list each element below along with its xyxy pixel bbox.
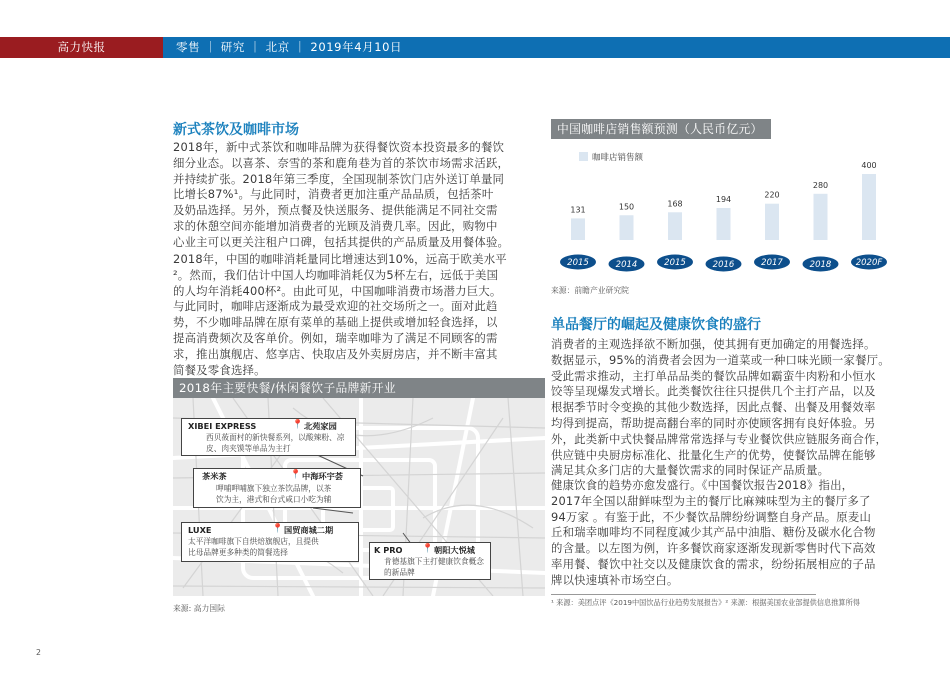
- data-label: 400: [861, 161, 877, 170]
- x-tick-label: 2020F: [855, 258, 883, 268]
- callout-location: 中海环宇荟: [302, 471, 343, 481]
- paragraph-line: 及奶品选择。另外，预点餐及快送服务、提供能满足不同社交需: [173, 203, 498, 218]
- callout-brand-name: LUXE: [188, 525, 212, 535]
- x-tick-label: 2015: [567, 258, 589, 268]
- paragraph-line: 的人均年消耗400杯²。由此可见，中国咖啡消费市场潜力巨大。: [173, 283, 502, 298]
- callout-description-line: 比母品牌更多种类的简餐选择: [188, 548, 288, 557]
- bar: [765, 204, 779, 240]
- bar: [571, 218, 585, 240]
- paragraph-line: 心业主可以更关注租户口碑，包括其提供的产品质量及用餐体验。: [173, 234, 510, 249]
- legend-label: 咖啡店销售额: [592, 153, 644, 163]
- paragraph-tea-coffee-1: [173, 140, 509, 251]
- header-brand: 高力快报: [57, 40, 106, 54]
- paragraph-line: 消费者的主观选择欲不断加强，使其拥有更加确定的用餐选择。: [551, 337, 876, 351]
- map-title: 2018年主要快餐/休闲餐饮子品牌新开业: [173, 378, 545, 398]
- header-info: 零售 ｜ 研究 ｜ 北京 ｜ 2019年4月10日: [176, 40, 403, 54]
- bar: [717, 208, 731, 240]
- paragraph-line: 简餐及零食选择。: [173, 362, 266, 377]
- callout-brand-name: XIBEI EXPRESS: [188, 421, 257, 431]
- beijing-map: [173, 398, 545, 596]
- data-label: 280: [812, 180, 829, 190]
- x-tick-label: 2018: [809, 260, 832, 270]
- paragraph-line: 求，推出旗舰店、悠享店、快取店及外卖厨房店，并不断丰富其: [173, 346, 498, 361]
- paragraph-line: 2017年全国以甜鲜味型为主的餐厅比麻辣味型为主的餐厅多了: [551, 493, 871, 508]
- data-label: 168: [667, 199, 683, 209]
- paragraph-line: 94万家 。有鉴于此，不少餐饮品牌纷纷调整自身产品。原麦山: [551, 509, 872, 524]
- paragraph-line: ²。然而，我们估计中国人均咖啡消耗仅为5杯左右，远低于美国: [173, 267, 499, 282]
- section-heading-single-item: 单品餐厅的崛起及健康饮食的盛行: [551, 317, 761, 333]
- callout-description-line: 饮为主，港式和台式咸口小吃为辅: [216, 495, 332, 504]
- footnote-divider: [551, 594, 816, 595]
- callout-location: 北苑家园: [304, 421, 337, 431]
- x-tick-label: 2014: [615, 260, 638, 270]
- callout-description-line: 肯德基旗下主打健康饮食概念: [384, 557, 484, 566]
- callout-description: [216, 483, 331, 505]
- callout-description: [384, 556, 484, 578]
- paragraph-line: 比增长87%¹。与此同时，消费者更加注重产品品质，包括茶叶: [173, 187, 494, 202]
- paragraph-line: 2018年，中国的咖啡消耗量同比增速达到10%，远高于欧美水平: [173, 252, 507, 266]
- bar: [814, 194, 828, 240]
- paragraph-line: 2018年，新中式茶饮和咖啡品牌为获得餐饮资本投资最多的餐饮: [173, 140, 505, 154]
- bar: [620, 215, 634, 240]
- callout-location: 国贸商城二期: [284, 525, 334, 535]
- footnote-line: ¹ 来源：美团点评《2019中国饮品行业趋势发展报告》: [551, 598, 726, 607]
- location-pin-icon: 📍: [422, 544, 434, 554]
- callout-description: [206, 432, 344, 454]
- paragraph-tea-coffee-2: [173, 252, 507, 378]
- bar: [862, 174, 876, 240]
- callout-description-line: 的新品牌: [384, 568, 415, 577]
- callout-description-line: 西贝莜面村的新快餐系列，以酸辣粉、凉: [206, 433, 345, 442]
- data-label: 194: [715, 194, 732, 204]
- callout-brand-name: K PRO: [374, 545, 403, 555]
- paragraph-line: 牌以快速填补市场空白。: [551, 572, 679, 587]
- x-tick-label: 2015: [664, 258, 686, 268]
- x-tick-label: 2016: [712, 260, 735, 270]
- paragraph-line: 提高消费频次及客单价。例如，瑞幸咖啡为了满足不同顾客的需: [173, 330, 498, 345]
- callout-brand-name: 茶米茶: [202, 471, 227, 481]
- callout-xibei: [181, 418, 356, 456]
- data-label: 131: [570, 205, 586, 215]
- x-tick-label: 2017: [761, 258, 783, 268]
- data-label: 220: [764, 190, 780, 200]
- paragraph-line: 细分业态。以喜茶、奈雪的茶和鹿角巷为首的茶饮市场需求活跃，: [173, 155, 510, 170]
- paragraph-line: 率用餐、餐饮中社交以及健康饮食的需求，纷纷拓展相应的子品: [551, 556, 876, 571]
- location-pin-icon: 📍: [292, 420, 304, 430]
- paragraph-line: 供应链中央厨房标准化、批量化生产的优势，使餐饮品牌在能够: [551, 447, 876, 462]
- paragraph-line: 满足其众多门店的大量餐饮需求的同时保证产品质量。: [551, 463, 830, 478]
- paragraph-line: 数据显示，95%的消费者会因为一道菜或一种口味光顾一家餐厅。: [551, 352, 890, 367]
- page-number: 2: [36, 648, 41, 657]
- paragraph-line: 的含量。以左图为例，许多餐饮商家逐渐发现新零售时代下高效: [551, 541, 876, 556]
- section-heading-tea-coffee: 新式茶饮及咖啡市场: [173, 122, 299, 138]
- paragraph-line: 外，此类新中式快餐品牌常常选择与专业餐饮供应链服务商合作，: [551, 431, 888, 446]
- footnote-line: ² 来源：根据美国农业部提供信息推算所得: [725, 598, 860, 607]
- paragraph-line: 根据季节时令变换的其他少数选择，因此点餐、出餐及用餐效率: [551, 400, 876, 415]
- paragraph-line: 健康饮食的趋势亦愈发盛行。《中国餐饮报告2018》指出，: [551, 478, 854, 492]
- data-label: 150: [618, 202, 635, 212]
- callout-description: [188, 536, 319, 558]
- paragraph-single-item-1: [551, 337, 890, 479]
- paragraph-line: 求的休憩空间亦能增加消费者的光顾及消费几率。因此，购物中: [173, 218, 498, 233]
- callout-location: 朝阳大悦城: [434, 545, 475, 555]
- location-pin-icon: 📍: [290, 470, 302, 480]
- paragraph-line: 均得到提高，帮助提高翻台率的同时亦使顾客拥有良好体验。另: [551, 415, 876, 430]
- bar: [668, 212, 682, 240]
- chart-source: 来源：前瞻产业研究院: [551, 286, 629, 295]
- footnotes: [551, 598, 860, 609]
- callout-description-line: 呷哺呷哺旗下独立茶饮品牌，以茶: [216, 484, 332, 493]
- callout-chamicha: [193, 468, 361, 508]
- paragraph-line: 丘和瑞幸咖啡均不同程度减少其产品中油脂、糖份及碳水化合物: [551, 525, 876, 540]
- paragraph-line: 势，不少咖啡品牌在原有菜单的基础上提供或增加轻食选择，以: [173, 315, 498, 330]
- paragraph-line: 并持续扩张。2018年第三季度，全国现制茶饮门店外送订单量同: [173, 171, 505, 186]
- legend-swatch: [579, 152, 588, 161]
- callout-description-line: 太平洋咖啡旗下自烘焙旗舰店，且提供: [188, 537, 319, 546]
- location-pin-icon: 📍: [272, 524, 284, 534]
- chart-title: 中国咖啡店销售额预测（人民币亿元）: [551, 119, 771, 139]
- paragraph-line: 受此需求推动，主打单品品类的餐饮品牌如霸蛮牛肉粉和小恒水: [551, 368, 876, 383]
- callout-description-line: 皮、肉夹馍等单品为主打: [206, 444, 291, 453]
- callout-luxe: [181, 522, 359, 562]
- paragraph-line: 饺等呈现爆发式增长。此类餐饮往往只提供几个主打产品，以及: [551, 384, 876, 399]
- coffee-sales-chart: [553, 138, 893, 280]
- map-source: 来源: 高力国际: [173, 604, 225, 613]
- callout-kpro: [369, 542, 491, 580]
- paragraph-single-item-2: [551, 478, 876, 589]
- paragraph-line: 与此同时，咖啡店逐渐成为最受欢迎的社交场所之一。面对此趋: [173, 299, 498, 314]
